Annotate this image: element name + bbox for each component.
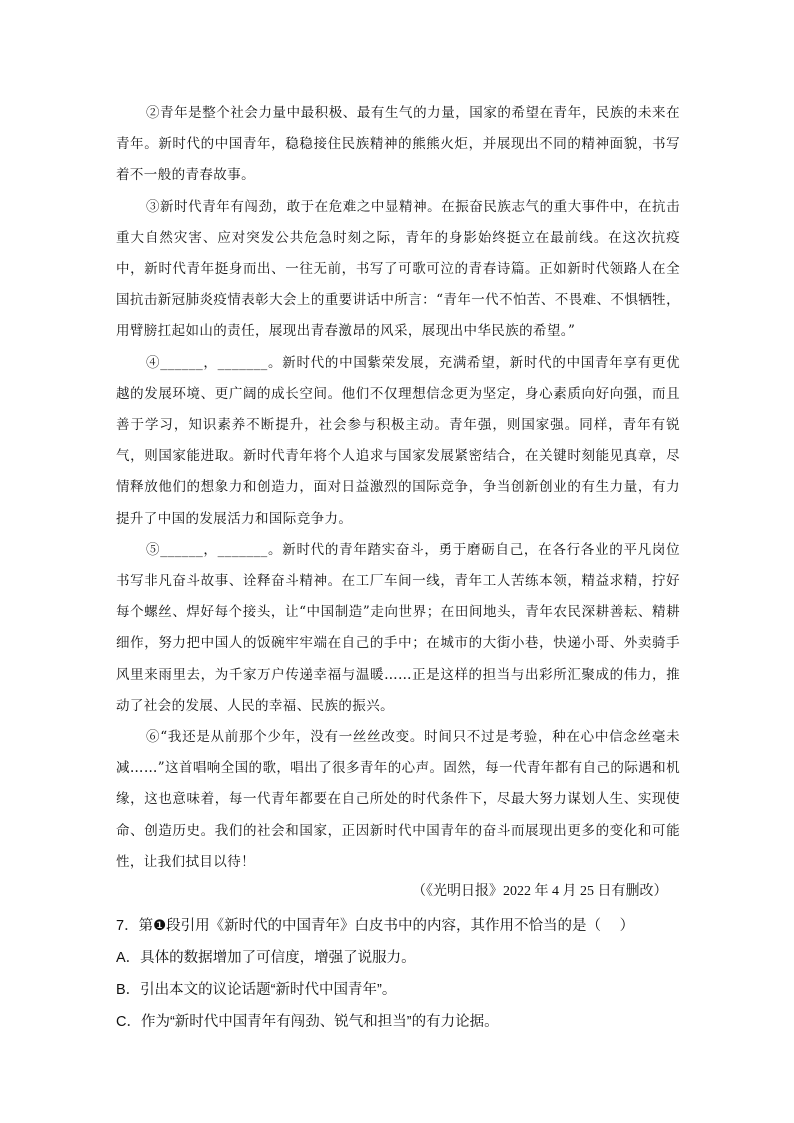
paragraph-4: ④______，_______。新时代的中国紫荣发展，充满希望，新时代的中国青年享有更优越的发展环境、更广阔的成长空间。他们不仅理想信念更为坚定，身心素质向好向强，而且善于学习，知识素养不断提升，社会参与积极主动。青年强，则国家强。同样，青年有锐气，则国家能进取。新时代青年将个人追求与国家发展紧密结合，在关键时刻能见真章，尽情释放他们的想象力和创造力，面对日益激烈的国际竞争，争当创新创业的有生力量，有力提升了中国的发展活力和国际竞争力。: [116, 354, 680, 527]
option-b: B．引出本文的议论话题“新时代中国青年”。: [116, 982, 397, 998]
paragraph-2: ②青年是整个社会力量中最积极、最有生气的力量，国家的希望在青年，民族的未来在青年。新时代的中国青年，稳稳接住民族精神的熊熊火炬，并展现出不同的精神面貌，书写着不一般的青春故事。: [116, 105, 680, 184]
article-source: （《光明日报》2022 年 4 月 25 日有删改）: [412, 884, 668, 899]
option-a: A．具体的数据增加了可信度，增强了说服力。: [116, 950, 416, 966]
question-stem: 7．第❶段引用《新时代的中国青年》白皮书中的内容，其作用不恰当的是（ ）: [116, 918, 635, 934]
option-c: C．作为“新时代中国青年有闯劲、锐气和担当”的有力论据。: [116, 1014, 499, 1030]
article-body: [116, 98, 680, 878]
paragraph-3: ③新时代青年有闯劲，敢于在危难之中显精神。在振奋民族志气的重大事件中，在抗击重大自然灾害、应对突发公共危急时刻之际，青年的身影始终挺立在最前线。在这次抗疫中，新时代青年挺身而出、一往无前，书写了可歌可泣的青春诗篇。正如新时代领路人在全国抗击新冠肺炎疫情表彰大会上的重要讲话中所言：“青年一代不怕苦、不畏难、不惧牺牲，用臂膀扛起如山的责任，展现出青春激昂的风采，展现出中华民族的希望。”: [116, 198, 680, 340]
question-7: [116, 910, 680, 1038]
paragraph-5: ⑤______，_______。新时代的青年踏实奋斗，勇于磨砺自己，在各行各业的平凡岗位书写非凡奋斗故事、诠释奋斗精神。在工厂车间一线，青年工人苦练本领，精益求精，拧好每个螺丝、焊好每个接头，让“中国制造”走向世界；在田间地头，青年农民深耕善耘、精耕细作，努力把中国人的饭碗牢牢端在自己的手中；在城市的大街小巷，快递小哥、外卖骑手风里来雨里去，为千家万户传递幸福与温暖……正是这样的担当与出彩所汇聚成的伟力，推动了社会的发展、人民的幸福、民族的振兴。: [116, 541, 680, 714]
paragraph-6: ⑥“我还是从前那个少年，没有一丝丝改变。时间只不过是考验，种在心中信念丝毫未减……”这首唱响全国的歌，唱出了很多青年的心声。固然，每一代青年都有自己的际遇和机缘，这也意味着，每一代青年都要在自己所处的时代条件下，尽最大努力谋划人生、实现使命、创造历史。我们的社会和国家，正因新时代中国青年的奋斗而展现出更多的变化和可能性，让我们拭目以待！: [116, 729, 680, 870]
